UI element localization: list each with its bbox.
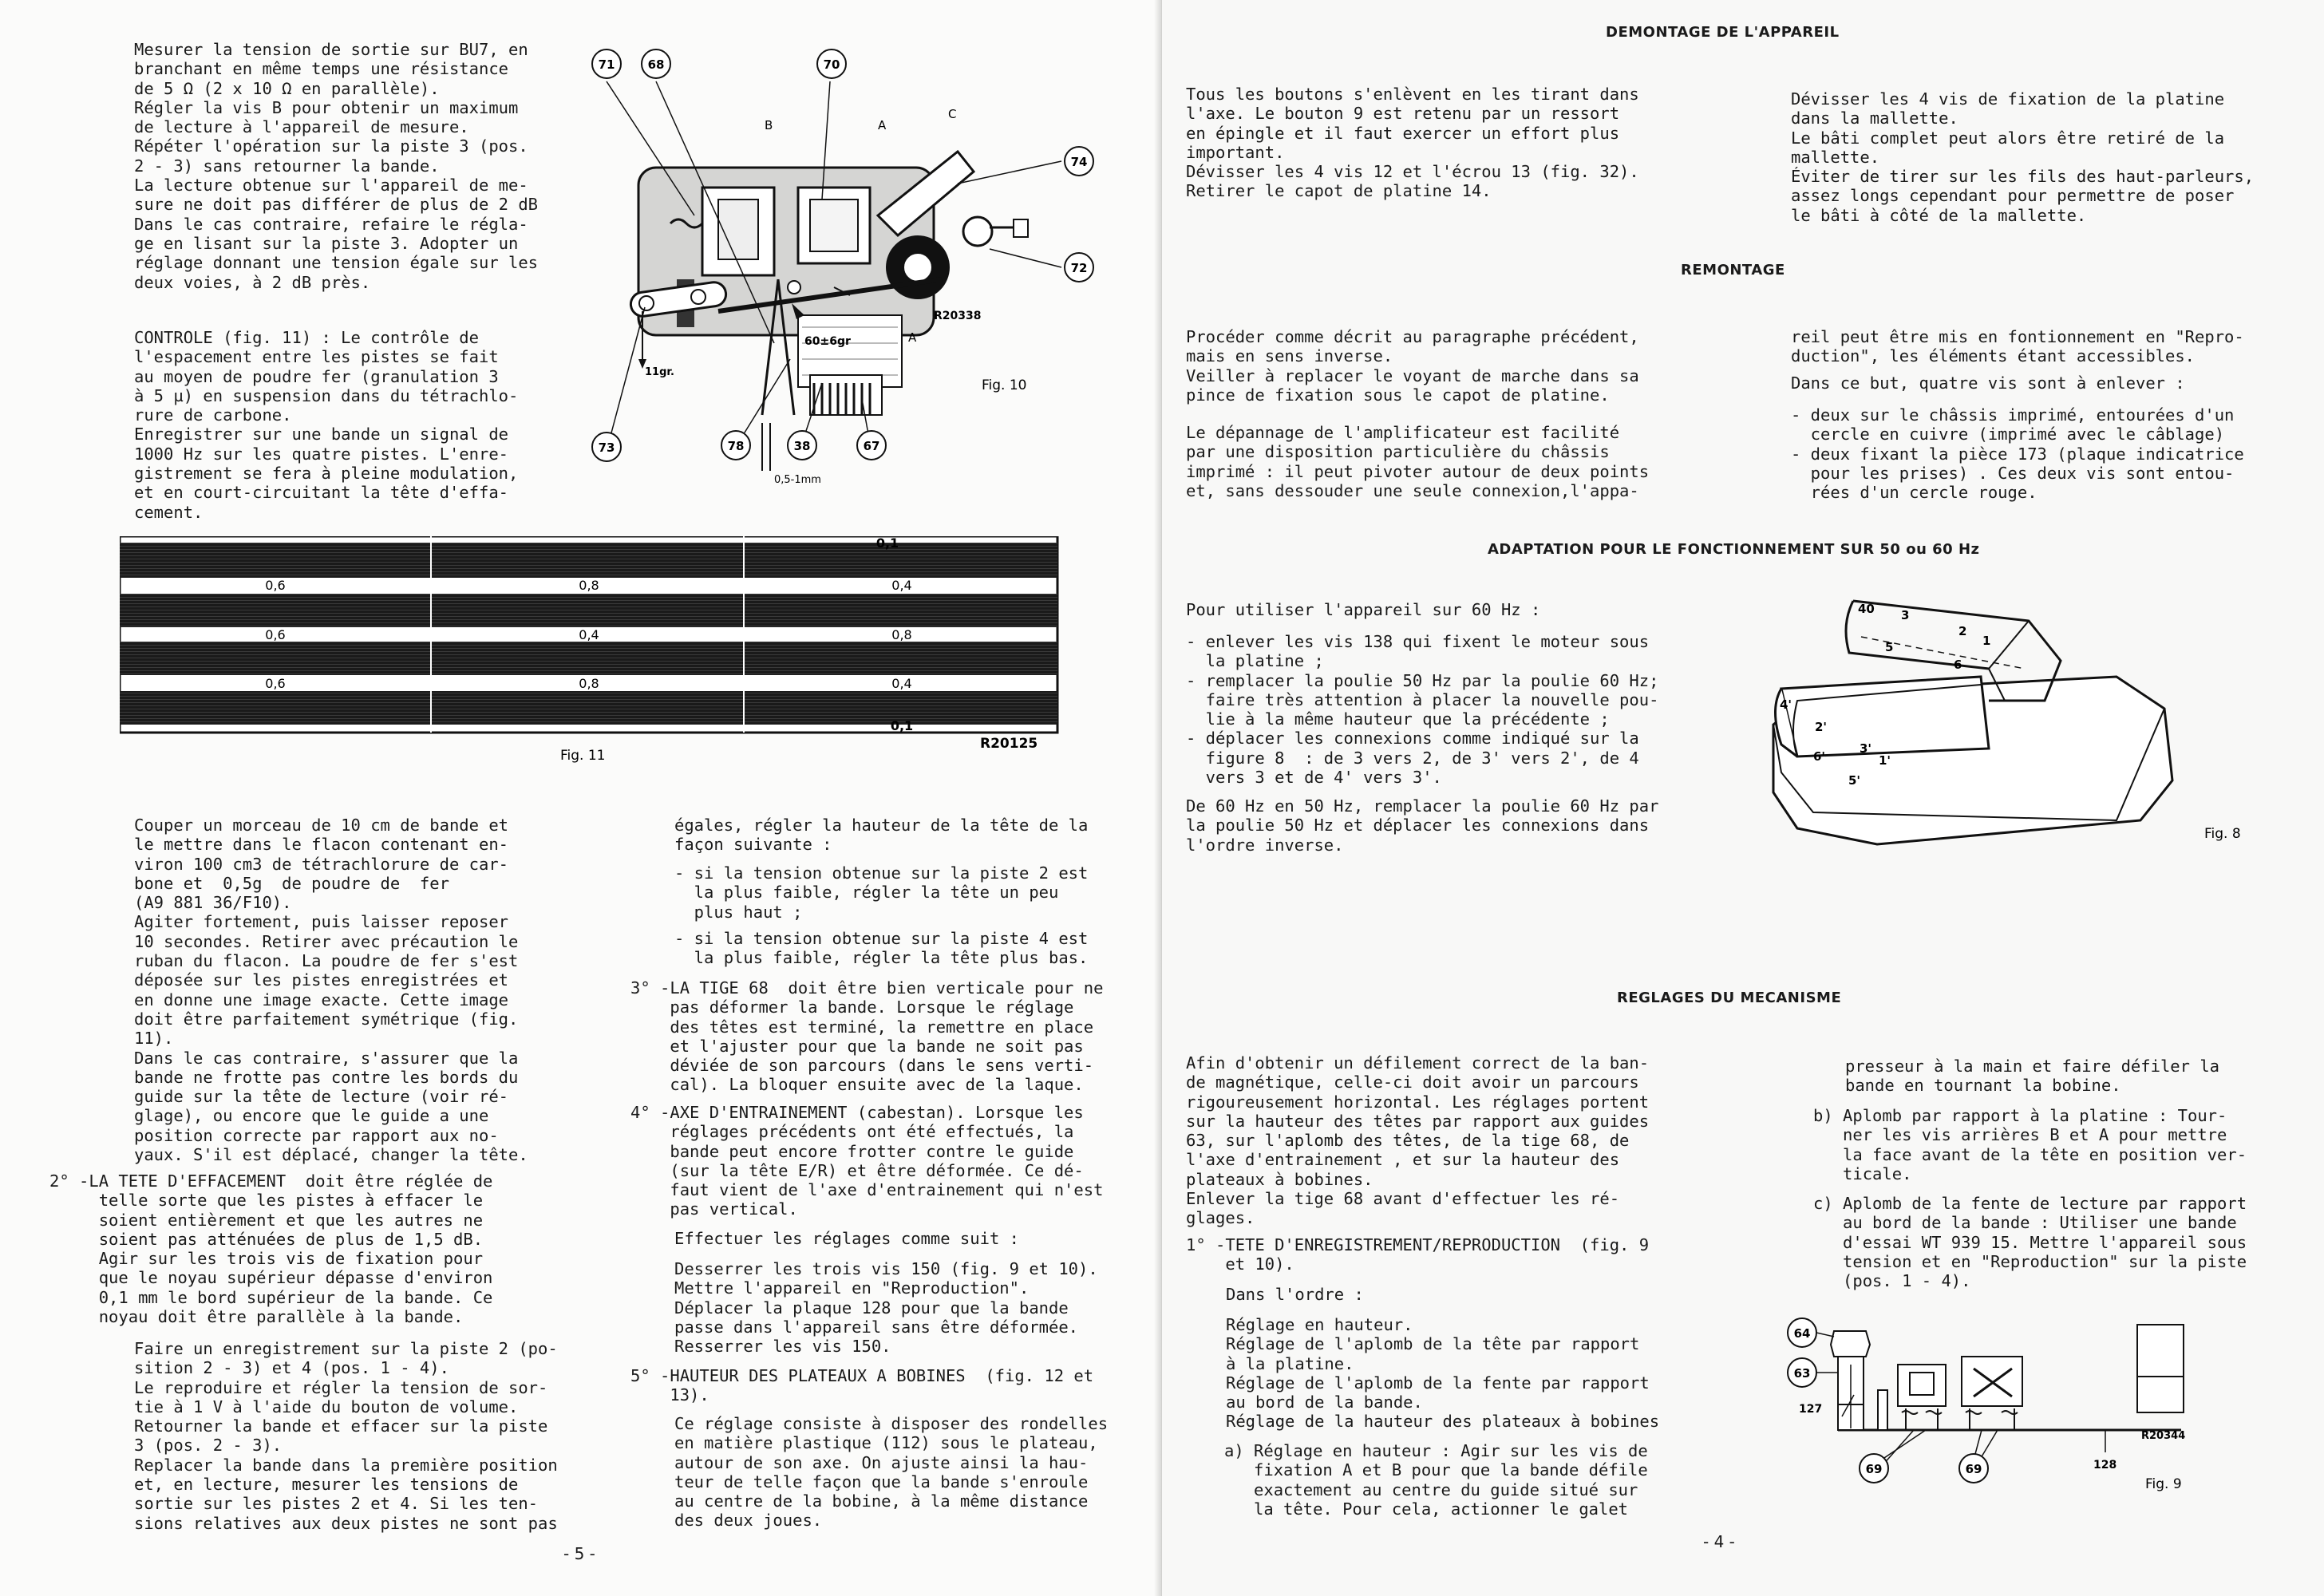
text-line: (sur la tête E/R) et être déformée. Ce dé- [630, 1160, 1084, 1180]
text-line: à 5 µ) en suspension dans du tétrachlo- [134, 385, 519, 405]
fig9-label-128: 128 [2093, 1459, 2117, 1472]
couper-paragraph [134, 816, 528, 1164]
fig9-label-127: 127 [1799, 1403, 1823, 1416]
text-line: et, en lecture, mesurer les tensions de [134, 1475, 519, 1495]
text-line: la plus faible, régler la tête un peu [674, 883, 1059, 903]
faire-paragraph [134, 1339, 558, 1533]
fig8-term-5: 5 [1885, 640, 1894, 654]
fig11-label-04-a: 0,4 [891, 578, 912, 593]
fig8-term-3: 3 [1901, 608, 1910, 622]
text-line: pour les prises) . Ces deux vis sont entou- [1791, 463, 2235, 483]
remontage-col2c [1791, 405, 2244, 502]
text-line: (pos. 1 - 4). [1813, 1271, 1971, 1291]
text-line: sortie sur les pistes 2 et 4. Si les ten- [134, 1494, 539, 1514]
text-line: glages. [1186, 1208, 1255, 1228]
text-line: Mesurer la tension de sortie sur BU7, en [134, 40, 528, 59]
text-line: l'axe. Le bouton 9 est retenu par un ressort [1186, 104, 1620, 124]
fig11-label-01-top: 0,1 [875, 536, 899, 551]
fig8-term-2: 2 [1958, 624, 1967, 638]
text-line: et l'ajuster pour que la bande ne soit pas [630, 1036, 1084, 1056]
heading-adaptation: ADAPTATION POUR LE FONCTIONNEMENT SUR 50 ou 60 Hz [1488, 541, 1980, 558]
text-line: sition 2 - 3) et 4 (pos. 1 - 4). [134, 1358, 449, 1378]
callout-67 [857, 431, 886, 460]
text-line: vers 3 et de 4' vers 3'. [1186, 768, 1442, 788]
text-line: soient entièrement et que les autres ne [49, 1210, 484, 1230]
reglage-c [1813, 1194, 2247, 1290]
text-line: en matière plastique (112) sous le plateau, [674, 1433, 1098, 1453]
remontage-col1a [1186, 327, 1639, 405]
text-line: duction", les éléments étant accessibles. [1791, 346, 2196, 366]
fig8-term-6p: 6' [1813, 749, 1826, 764]
fig11-ref: R20125 [980, 736, 1038, 752]
adaptation-reverse [1186, 796, 1658, 855]
text-line: par une disposition particulière du châssis [1186, 442, 1610, 462]
text-line: la face avant de la tête en position ver- [1813, 1144, 2247, 1164]
text-line: noyau doit être parallèle à la bande. [49, 1307, 464, 1327]
text-line: autour de son axe. On ajuste ainsi la hau- [674, 1452, 1089, 1472]
text-line: cercle en cuivre (imprimé avec le câblage) [1791, 425, 2225, 444]
text-line: Réglage en hauteur. [1226, 1315, 1413, 1334]
fig11-label-06-c: 0,6 [265, 676, 286, 691]
text-line: rigoureusement horizontal. Les réglages portent [1186, 1092, 1650, 1112]
fig10-caption: Fig. 10 [982, 377, 1027, 393]
text-line: ge en lisant sur la piste 3. Adopter un [134, 233, 519, 253]
text-line: pas déformer la bande. Lorsque le réglage [630, 998, 1074, 1017]
text-line: le mettre dans le flacon contenant en- [134, 835, 508, 855]
text-line: rées d'un cercle rouge. [1791, 483, 2037, 503]
fig8-term-2p: 2' [1815, 720, 1828, 734]
reglage-b [1813, 1106, 2247, 1183]
text-line: et en court-circuitant la tête d'effa- [134, 483, 508, 503]
tete-enregistrement-heading [1186, 1235, 1649, 1274]
page-number-left: - 5 - [563, 1544, 595, 1563]
text-line: Resserrer les vis 150. [674, 1337, 891, 1357]
text-line: des deux joues. [674, 1511, 823, 1531]
text-line: Faire un enregistrement sur la piste 2 (po- [134, 1339, 558, 1358]
text-line: tie à 1 V à l'aide du bouton de volume. [134, 1396, 519, 1416]
text-line: Réglage de la hauteur des plateaux à bobines [1226, 1412, 1660, 1432]
text-line: gistrement se fera à pleine modulation, [134, 464, 519, 484]
text-line: yaux. S'il est déplacé, changer la tête. [134, 1145, 528, 1165]
text-line: 0,1 mm le bord supérieur de la bande. Ce [49, 1287, 493, 1307]
text-line: lie à la même hauteur que la précédente ; [1186, 709, 1610, 729]
fig9-callout-63 [1788, 1358, 1816, 1387]
text-line: pince de fixation sous le capot de platine. [1186, 385, 1610, 405]
hauteur-option-2 [674, 929, 1088, 968]
fig8-caption: Fig. 8 [2204, 826, 2241, 842]
demontage-col2 [1791, 89, 2254, 225]
text-line: Dévisser les 4 vis 12 et l'écrou 13 (fig. 32). [1186, 162, 1639, 182]
callout-72 [1065, 253, 1093, 282]
fig11-label-08-c: 0,8 [579, 676, 599, 691]
text-line: Le dépannage de l'amplificateur est facilité [1186, 423, 1620, 442]
text-line: la plus faible, régler la tête plus bas. [674, 948, 1089, 968]
svg-text:72: 72 [1070, 261, 1088, 275]
page-number-right: - 4 - [1703, 1532, 1735, 1551]
text-line: Régler la vis B pour obtenir un maximum [134, 97, 519, 117]
remontage-col1b [1186, 423, 1649, 500]
text-line: fixation A et B pour que la bande défile [1224, 1460, 1648, 1480]
text-line: de lecture à l'appareil de mesure. [134, 117, 469, 137]
text-line: au centre de la bobine, à la même distance [674, 1491, 1089, 1511]
text-line: 3 (pos. 2 - 3). [134, 1436, 283, 1456]
fig9-callout-64 [1788, 1318, 1816, 1347]
hauteur-option-1 [674, 863, 1088, 922]
text-line: sure ne doit pas différer de plus de 2 dB [134, 195, 539, 215]
adaptation-intro: Pour utiliser l'appareil sur 60 Hz : [1186, 600, 1541, 619]
text-line: - remplacer la poulie 50 Hz par la poulie 60 Hz; [1186, 670, 1659, 690]
fig8-term-1: 1 [1982, 634, 1991, 648]
adaptation-list [1186, 632, 1658, 787]
right-page [1162, 0, 2324, 1596]
fig10-diagram [583, 40, 1109, 495]
text-line: déviée de son parcours (dans le sens verti- [630, 1056, 1094, 1076]
text-line: Couper un morceau de 10 cm de bande et [134, 816, 508, 835]
text-line: Dans le cas contraire, refaire le régla- [134, 214, 528, 234]
text-line: - deux sur le châssis imprimé, entourées d'un [1791, 405, 2235, 425]
svg-text:69: 69 [1865, 1462, 1883, 1476]
label-a-top: A [878, 118, 887, 132]
fig11-label-01-bottom: 0,1 [890, 718, 914, 733]
fig10-ref: R20338 [934, 310, 982, 322]
text-line: 4° -AXE D'ENTRAINEMENT (cabestan). Lorsque les [630, 1103, 1084, 1122]
text-line: Dans le cas contraire, s'assurer que la [134, 1048, 519, 1068]
text-line: l'ordre inverse. [1186, 835, 1344, 855]
text-line: et 10). [1186, 1254, 1294, 1274]
fig11-label-08-a: 0,8 [579, 578, 599, 593]
text-line: - si la tension obtenue sur la piste 2 est [674, 863, 1089, 883]
text-line: 13). [630, 1385, 709, 1405]
text-line: glage), ou encore que le guide a une [134, 1106, 489, 1126]
text-line: soient pas atténuées de plus de 1,5 dB. [49, 1229, 484, 1249]
text-line: faire très attention à placer la nouvelle pou- [1186, 689, 1659, 709]
remontage-col2a [1791, 327, 2244, 366]
text-line: 1000 Hz sur les quatre pistes. L'enre- [134, 444, 508, 464]
text-line: Tous les boutons s'enlèvent en les tirant dans [1186, 85, 1639, 104]
text-line: Enlever la tige 68 avant d'effectuer les ré- [1186, 1189, 1620, 1209]
text-line: Répéter l'opération sur la piste 3 (pos. [134, 136, 528, 156]
text-line: reil peut être mis en fontionnement en "Repro- [1791, 327, 2244, 346]
text-line: assez longs cependant pour permettre de poser [1791, 186, 2235, 206]
text-line: Replacer la bande dans la première position [134, 1455, 558, 1475]
text-line: la poulie 50 Hz et déplacer les connexions dans [1186, 816, 1650, 836]
text-line: important. [1186, 142, 1285, 162]
text-line: position correcte par rapport aux no- [134, 1125, 499, 1145]
text-line: Réglage de l'aplomb de la fente par rapport [1226, 1373, 1650, 1393]
fig8-term-4p: 4' [1780, 697, 1792, 712]
text-line: - déplacer les connexions comme indiqué sur la [1186, 729, 1639, 749]
text-line: 10 secondes. Retirer avec précaution le [134, 931, 519, 951]
text-line: plus haut ; [674, 902, 803, 922]
weight-11gr: 11gr. [645, 366, 674, 378]
text-line: sur la hauteur des têtes par rapport aux guides [1186, 1111, 1650, 1131]
callout-74 [1065, 147, 1093, 176]
fig11-label-06-a: 0,6 [265, 578, 286, 593]
hauteur-plateaux-heading [630, 1366, 1093, 1405]
svg-text:78: 78 [727, 439, 745, 453]
fig8-term-4: 40 [1858, 602, 1875, 616]
callout-38 [788, 431, 816, 460]
text-line: - deux fixant la pièce 173 (plaque indicatrice [1791, 444, 2244, 464]
text-line: au moyen de poudre fer (granulation 3 [134, 366, 499, 386]
svg-text:71: 71 [598, 57, 615, 72]
text-line: (A9 881 36/F10). [134, 893, 292, 913]
gap-label: 0,5-1mm [774, 474, 821, 486]
text-line: la tête. Pour cela, actionner le galet [1224, 1499, 1629, 1519]
text-line: d'essai WT 939 15. Mettre l'appareil sous [1813, 1232, 2247, 1252]
reglage-paragraph [674, 1414, 1108, 1531]
svg-text:74: 74 [1070, 155, 1088, 169]
svg-text:63: 63 [1793, 1366, 1811, 1381]
text-line: réglages précédents ont été effectués, la [630, 1122, 1074, 1142]
text-line: pas vertical. [630, 1199, 798, 1219]
text-line: Dévisser les 4 vis de fixation de la platine [1791, 89, 2225, 109]
text-line: 5° -HAUTEUR DES PLATEAUX A BOBINES (fig. 12 et [630, 1366, 1094, 1385]
text-line: exactement au centre du guide situé sur [1224, 1479, 1638, 1499]
heading-reglages: REGLAGES DU MECANISME [1617, 990, 1842, 1006]
text-line: imprimé : il peut pivoter autour de deux points [1186, 461, 1650, 481]
intro-paragraph [134, 40, 538, 292]
text-line: Afin d'obtenir un défilement correct de la ban- [1186, 1053, 1650, 1073]
fig9-caption: Fig. 9 [2145, 1476, 2182, 1492]
callout-71 [592, 49, 621, 78]
text-line: Le bâti complet peut alors être retiré de la [1791, 128, 2225, 148]
text-line: cement. [134, 502, 204, 522]
fig11-diagram [120, 536, 1061, 768]
fig9-ref: R20344 [2141, 1430, 2186, 1442]
text-line: plateaux à bobines. [1186, 1169, 1373, 1189]
reglages-intro [1186, 1053, 1649, 1228]
text-line: - enlever les vis 138 qui fixent le moteur sous [1186, 632, 1650, 651]
text-line: deux voies, à 2 dB près. [134, 272, 371, 292]
fig11-caption: Fig. 11 [560, 748, 606, 764]
text-line: sions relatives aux deux pistes ne sont pas [134, 1513, 558, 1533]
tete-effacement-paragraph [49, 1171, 492, 1326]
text-line: en donne une image exacte. Cette image [134, 990, 508, 1009]
heading-demontage: DEMONTAGE DE L'APPAREIL [1606, 24, 1840, 41]
svg-text:64: 64 [1793, 1326, 1811, 1341]
svg-text:69: 69 [1965, 1462, 1982, 1476]
effectuer-line: Effectuer les réglages comme suit : [674, 1229, 1019, 1248]
text-line: a) Réglage en hauteur : Agir sur les vis de [1224, 1441, 1648, 1460]
text-line: viron 100 cm3 de tétrachlorure de car- [134, 854, 508, 874]
text-line: déposée sur les pistes enregistrées et [134, 970, 508, 990]
text-line: 3° -LA TIGE 68 doit être bien verticale pour ne [630, 978, 1104, 998]
fig11-label-06-b: 0,6 [265, 627, 286, 642]
text-line: 2 - 3) sans retourner la bande. [134, 156, 440, 176]
text-line: Retourner la bande et effacer sur la piste [134, 1416, 548, 1436]
remontage-col2b: Dans ce but, quatre vis sont à enlever : [1791, 373, 2185, 393]
text-line: 1° -TETE D'ENREGISTREMENT/REPRODUCTION (fig. 9 [1186, 1235, 1650, 1254]
heading-remontage: REMONTAGE [1681, 262, 1785, 279]
text-line: presseur à la main et faire défiler la [1845, 1057, 2219, 1076]
callout-73 [592, 433, 621, 461]
text-line: que le noyau supérieur dépasse d'environ [49, 1268, 493, 1288]
fig9-callout-69-a [1860, 1454, 1888, 1483]
fig8-term-5p: 5' [1848, 773, 1861, 788]
text-line: De 60 Hz en 50 Hz, remplacer la poulie 60 Hz par [1186, 796, 1659, 816]
text-line: de 5 Ω (2 x 10 Ω en parallèle). [134, 78, 440, 98]
text-line: Le reproduire et régler la tension de sor- [134, 1377, 548, 1397]
text-line: bande peut encore frotter contre le guide [630, 1141, 1074, 1161]
text-line: bande en tournant la bobine. [1845, 1076, 2121, 1096]
text-line: Procéder comme décrit au paragraphe précédent, [1186, 327, 1639, 346]
axe-paragraph [630, 1103, 1103, 1219]
text-line: Déplacer la plaque 128 pour que la bande [674, 1298, 1069, 1317]
demontage-col1 [1186, 85, 1639, 201]
text-line: à la platine. [1226, 1353, 1354, 1373]
fig8-term-3p: 3' [1860, 741, 1872, 756]
text-line: 63, sur l'aplomb des têtes, de la tige 68, de [1186, 1131, 1630, 1151]
text-line: c) Aplomb de la fente de lecture par rapport [1813, 1194, 2247, 1213]
svg-text:67: 67 [863, 439, 880, 453]
text-line: la platine ; [1186, 651, 1324, 671]
text-line: réglage donnant une tension égale sur les [134, 253, 539, 273]
text-line: Mettre l'appareil en "Reproduction". [674, 1278, 1030, 1298]
text-line: cal). La bloquer ensuite avec de la laque. [630, 1075, 1084, 1095]
text-line: guide sur la tête de lecture (voir ré- [134, 1087, 508, 1107]
label-b: B [765, 118, 773, 132]
text-line: CONTROLE (fig. 11) : Le contrôle de [134, 328, 479, 347]
text-line: bande ne frotte pas contre les bords du [134, 1067, 519, 1087]
ordre-list [1226, 1315, 1659, 1432]
text-line: rure de carbone. [134, 405, 292, 425]
svg-text:70: 70 [823, 57, 840, 72]
text-line: ruban du flacon. La poudre de fer s'est [134, 951, 519, 971]
fig11-label-08-b: 0,8 [891, 627, 912, 642]
text-line: Agiter fortement, puis laisser reposer [134, 912, 508, 932]
text-line: l'espacement entre les pistes se fait [134, 347, 499, 367]
controle-paragraph [134, 328, 518, 522]
fig8-term-1p: 1' [1879, 753, 1891, 768]
text-line: 2° -LA TETE D'EFFACEMENT doit être réglée de [49, 1171, 493, 1191]
text-line: bone et 0,5g de poudre de fer [134, 873, 449, 893]
text-line: telle sorte que les pistes à effacer le [49, 1191, 484, 1211]
text-line: Réglage de l'aplomb de la tête par rapport [1226, 1334, 1640, 1354]
text-line: Desserrer les trois vis 150 (fig. 9 et 10). [674, 1259, 1098, 1278]
text-line: mallette. [1791, 147, 1880, 167]
text-line: faut vient de l'axe d'entrainement qui n'est [630, 1180, 1104, 1200]
text-line: des têtes est terminé, la remettre en place [630, 1017, 1094, 1037]
svg-text:38: 38 [793, 439, 811, 453]
egales-paragraph [674, 816, 1088, 855]
text-line: l'axe d'entrainement , et sur la hauteur des [1186, 1150, 1620, 1170]
text-line: Veiller à replacer le voyant de marche dans sa [1186, 365, 1639, 385]
tige-paragraph [630, 978, 1103, 1095]
text-line: Agir sur les trois vis de fixation pour [49, 1249, 484, 1269]
fig8-diagram [1765, 589, 2316, 860]
text-line: 11). [134, 1029, 174, 1049]
weight-60gr: 60±6gr [804, 335, 851, 348]
text-line: Retirer le capot de platine 14. [1186, 181, 1492, 201]
fig11-label-04-b: 0,4 [579, 627, 599, 642]
fig9-callout-69-b [1959, 1454, 1988, 1483]
desserrer-paragraph [674, 1259, 1098, 1356]
text-line: au bord de la bande. [1226, 1393, 1423, 1412]
text-line: passe dans l'appareil sans être déformée. [674, 1317, 1079, 1337]
callout-68 [642, 49, 670, 78]
text-line: le bâti à côté de la mallette. [1791, 205, 2087, 225]
text-line: La lecture obtenue sur l'appareil de me- [134, 176, 528, 196]
svg-text:73: 73 [598, 440, 615, 455]
fig8-term-6: 6 [1954, 658, 1962, 672]
text-line: dans la mallette. [1791, 109, 1958, 128]
text-line: branchant en même temps une résistance [134, 59, 508, 79]
reglage-a-cont [1845, 1057, 2219, 1096]
text-line: Enregistrer sur une bande un signal de [134, 425, 508, 444]
callout-70 [817, 49, 846, 78]
text-line: mais en sens inverse. [1186, 346, 1393, 366]
reglage-a [1224, 1441, 1648, 1519]
text-line: en épingle et il faut exercer un effort plus [1186, 123, 1620, 143]
text-line: teur de telle façon que la bande s'enroule [674, 1472, 1089, 1491]
text-line: Éviter de tirer sur les fils des haut-parleurs, [1791, 167, 2255, 187]
text-line: et, sans dessouder une seule connexion,l'appa- [1186, 480, 1639, 500]
text-line: figure 8 : de 3 vers 2, de 3' vers 2', de 4 [1186, 748, 1639, 768]
dans-lordre: Dans l'ordre : [1226, 1285, 1364, 1304]
text-line: ticale. [1813, 1163, 1912, 1183]
text-line: Ce réglage consiste à disposer des rondelles [674, 1414, 1109, 1433]
text-line: de magnétique, celle-ci doit avoir un parcours [1186, 1073, 1639, 1092]
fig9-diagram [1778, 1309, 2305, 1504]
text-line: - si la tension obtenue sur la piste 4 est [674, 929, 1089, 948]
text-line: doit être parfaitement symétrique (fig. [134, 1009, 519, 1029]
label-c: C [948, 107, 957, 121]
text-line: façon suivante : [674, 835, 832, 855]
text-line: b) Aplomb par rapport à la platine : Tour- [1813, 1106, 2227, 1125]
callout-78 [721, 431, 750, 460]
text-line: ner les vis arrières B et A pour mettre [1813, 1125, 2227, 1145]
text-line: au bord de la bande : Utiliser une bande [1813, 1213, 2237, 1233]
fig11-label-04-c: 0,4 [891, 676, 912, 691]
text-line: égales, régler la hauteur de la tête de la [674, 816, 1089, 835]
label-a-bottom: A [908, 330, 917, 345]
text-line: tension et en "Reproduction" sur la piste [1813, 1251, 2247, 1271]
svg-text:68: 68 [647, 57, 665, 72]
